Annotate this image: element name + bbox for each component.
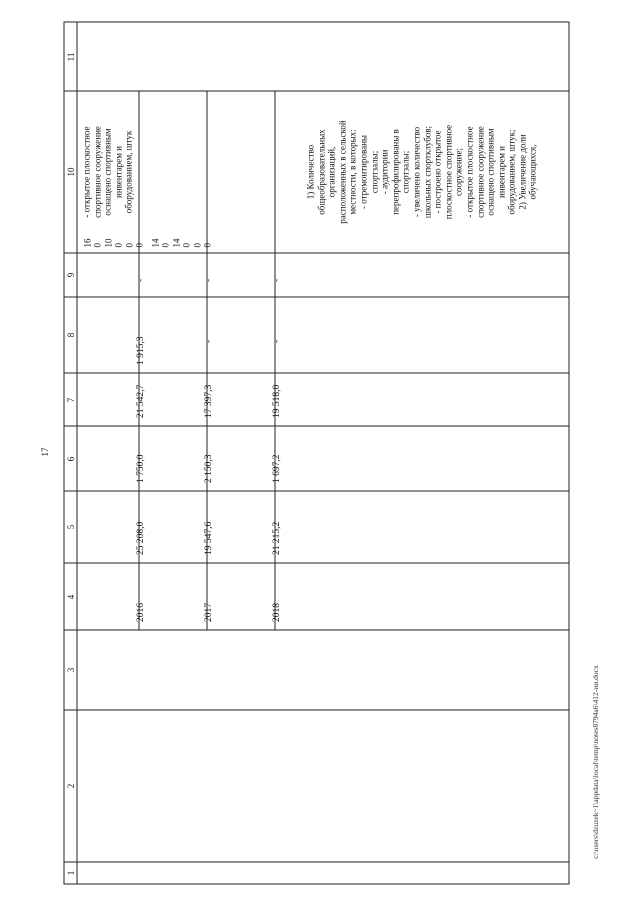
value-7: 17 397,3 [204, 384, 214, 418]
value-6: 1 697,2 [272, 454, 282, 483]
header-cell [64, 630, 77, 710]
indicator-description: 1) Количество общеобразовательных организаций, расположенных в сельской местности, в которых: - отремонтированы спортзалы; - аудитории перепрофилированы в спортзалы; - увеличено количество школьных спортклубов; - построено открытое плоскостное спортивное сооружение; - открытое плоскостное спортивное сооружение оснащено спортивным инвентарем и оборудованием, штук; 2) Увеличение доли обучающихся, [305, 120, 538, 224]
header-label: 4 [65, 594, 76, 599]
header-label: 9 [65, 272, 76, 278]
header-cell [64, 710, 77, 862]
total-value: 21 215,2 [272, 521, 282, 555]
file-path: c:\users\dzuzek~1\appdata\local\temp\notes8794a6\412-ии.docx [591, 665, 600, 859]
total-value: 19 547,6 [204, 521, 214, 555]
indicator-values: 16 0 10 0 0 0 [82, 238, 145, 247]
value-cell [204, 297, 275, 373]
total-value: 25 208,0 [136, 521, 146, 555]
header-label: 1 [65, 870, 76, 876]
header-label: 8 [65, 332, 76, 338]
header-label: 6 [65, 456, 76, 461]
value-cell [272, 253, 569, 297]
value-cell [272, 297, 569, 373]
value-8: 1 915,3 [136, 336, 146, 365]
header-cell [64, 563, 77, 630]
year-cell [272, 563, 569, 630]
value-8: - [204, 339, 214, 343]
value-cell [204, 426, 275, 491]
value-cell [136, 491, 207, 563]
value-6: 1 750,0 [136, 454, 146, 483]
indicator-description-cell [275, 91, 569, 253]
value-8: - [272, 339, 282, 343]
value-9: - [272, 278, 282, 282]
header-label: 11 [65, 52, 76, 61]
year-value: 2016 [136, 603, 146, 622]
header-cell [64, 253, 77, 297]
value-cell [204, 373, 275, 426]
header-cell [64, 297, 77, 373]
header-label: 3 [65, 667, 76, 673]
header-cell [64, 22, 77, 91]
value-cell [204, 253, 275, 297]
value-cell [136, 426, 207, 491]
page-number: 17 [40, 447, 50, 457]
value-cell [136, 297, 207, 373]
header-cell [64, 491, 77, 563]
header-label: 5 [65, 524, 76, 530]
year-cell [136, 563, 207, 630]
header-cell [64, 862, 77, 884]
header-cell [64, 91, 77, 253]
value-cell [136, 253, 207, 297]
value-cell [204, 491, 275, 563]
header-label: 10 [65, 167, 76, 177]
value-cell [272, 373, 569, 426]
year-cell [204, 563, 275, 630]
value-cell [136, 373, 207, 426]
indicator-text: - открытое плоскостное спортивное сооружение оснащено спортивным инвентарем и оборудованием, штук [81, 126, 134, 218]
header-cell [64, 373, 77, 426]
value-7: 21 542,7 [136, 384, 146, 418]
indicator-values: 14 0 14 0 0 0 [150, 238, 213, 247]
value-6: 2 150,3 [204, 454, 214, 483]
year-value: 2018 [272, 603, 282, 622]
continued-indicator-text [77, 91, 139, 253]
header-cell [64, 426, 77, 491]
value-9: - [204, 278, 214, 282]
value-9: - [136, 278, 146, 282]
value-cell [272, 426, 569, 491]
year-value: 2017 [204, 603, 214, 622]
header-label: 2 [65, 783, 76, 789]
indicator-values-cell [150, 91, 275, 253]
header-label: 7 [65, 397, 76, 402]
value-cell [272, 491, 569, 563]
value-7: 19 518,0 [272, 384, 282, 418]
